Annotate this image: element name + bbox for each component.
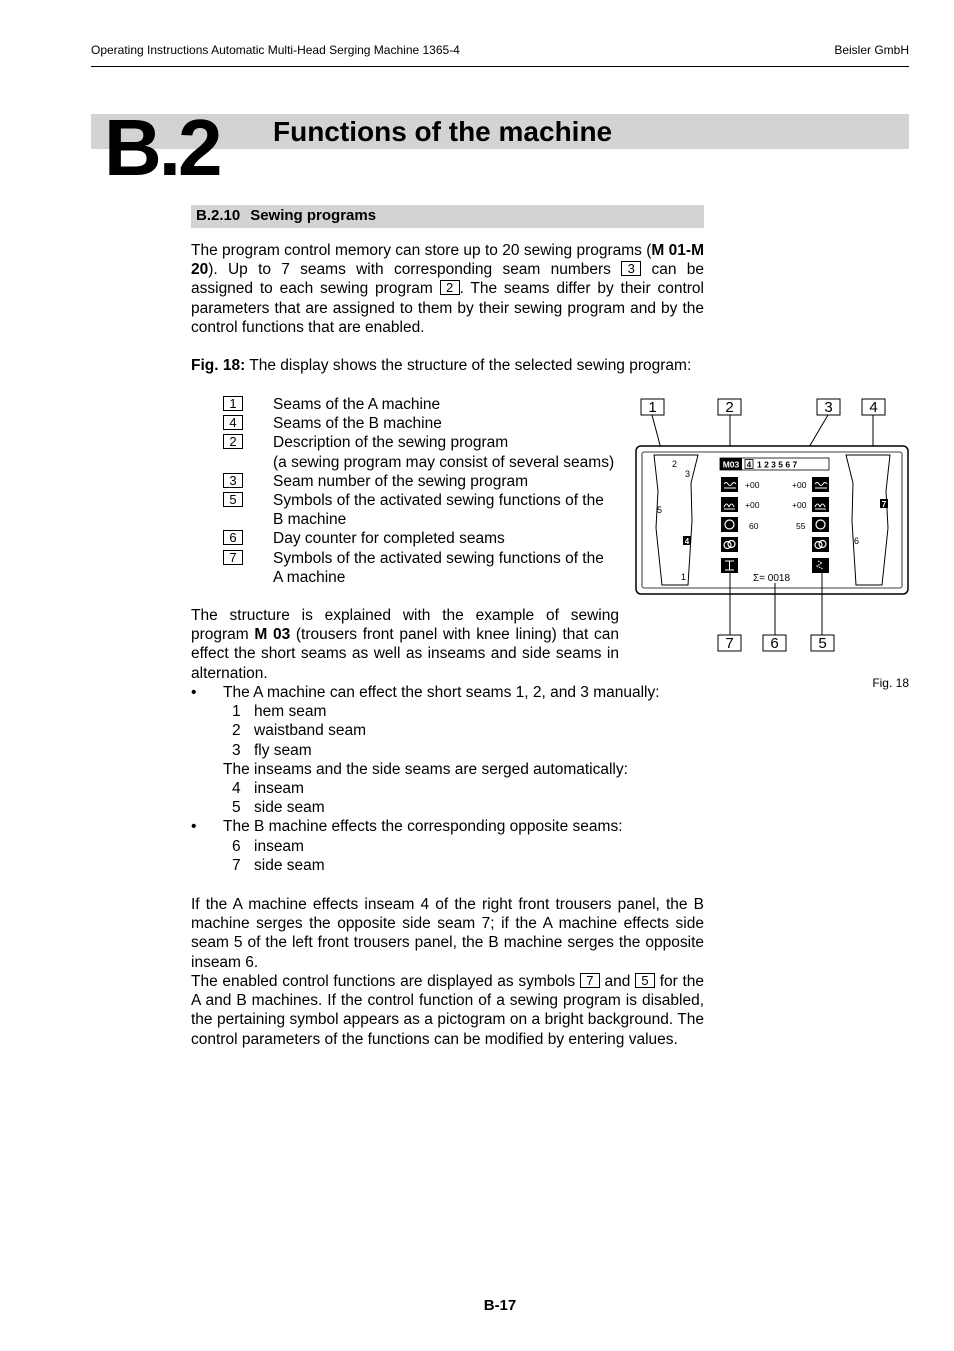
bullet-b-machine: • The B machine effects the corresponding opposite seams:: [191, 818, 623, 836]
figure-legend: [223, 395, 623, 587]
list-item: 4 inseam: [232, 780, 304, 798]
callout-6: [763, 635, 786, 652]
legend-item: 3 Seam number of the sewing program: [223, 472, 623, 491]
example-paragraph: The structure is explained with the example of sewing program M 03 (trousers front panel with knee lining) that can effect the short seams as well as inseams and side seams in alternation.: [191, 607, 619, 682]
legend-item: 4 Seams of the B machine: [223, 414, 623, 433]
callout-3: [817, 399, 840, 416]
legend-item: 7 Symbols of the activated sewing functions of the A machine: [223, 549, 623, 587]
callout-4: [862, 399, 885, 416]
svg-text:4: 4: [869, 399, 878, 416]
intro-paragraph: The program control memory can store up to 20 sewing programs (M 01-M 20). Up to 7 seams with corresponding seam numbers 3 can be assigned to each sewing program 2 . The seams differ by their control parameters that are assigned to them by their sewing program and by the control functions that are enabled.: [191, 242, 704, 336]
ref-box-3: 3: [621, 261, 641, 276]
a-function-symbols: [721, 477, 738, 573]
callout-7: [718, 635, 741, 652]
header-company: Beisler GmbH: [834, 43, 909, 57]
control-functions-paragraph: The enabled control functions are displayed as symbols 7 and 5 for the A and B machines. If the control function of a sewing program is disabled, the pertaining symbol appears as a pictogram on a bright background. The control parameters of the functions can be modified by entering values.: [191, 973, 704, 1048]
value-b1: +00: [792, 480, 807, 490]
svg-text:5: 5: [818, 635, 827, 652]
section-title: Sewing programs: [250, 207, 377, 224]
list-item: 5 side seam: [232, 799, 325, 817]
svg-text:4: 4: [746, 460, 752, 470]
list-item: 2 waistband seam: [232, 722, 367, 740]
section-heading: [196, 207, 376, 225]
seam-numbers: 1 2 3 5 6 7: [757, 459, 798, 470]
day-counter: Σ= 0018: [753, 573, 791, 584]
list-item: 6 inseam: [232, 837, 304, 855]
callout-1: [641, 399, 664, 416]
figure-caption: Fig. 18: [872, 676, 909, 690]
svg-text:1: 1: [648, 399, 657, 416]
svg-text:7: 7: [881, 500, 887, 509]
auto-intro: The inseams and the side seams are serged automatically:: [223, 760, 628, 778]
ref-box-5: 5: [635, 973, 655, 988]
opposite-seams-paragraph: If the A machine effects inseam 4 of the right front trousers panel, the B machine serges the opposite side seam 7; if the A machine effects side seam 5 of the left front trousers panel, the B machine serges the opposite inseam 6.: [191, 896, 704, 971]
value-b2: +00: [792, 500, 807, 510]
legend-item: 6 Day counter for completed seams: [223, 529, 623, 548]
callout-5: [811, 635, 834, 652]
svg-text:2: 2: [672, 459, 678, 469]
svg-text:3: 3: [824, 399, 833, 416]
legend-item: 5 Symbols of the activated sewing functions of the B machine: [223, 491, 623, 529]
header-rule: [91, 66, 909, 67]
svg-text:3: 3: [685, 469, 691, 479]
value-a1: +00: [745, 480, 760, 490]
value-a2: +00: [745, 500, 760, 510]
value-b3: 55: [796, 521, 806, 531]
header-title: Operating Instructions Automatic Multi-Head Serging Machine 1365-4: [91, 43, 460, 57]
list-item: 3 fly seam: [232, 741, 312, 759]
ref-box-2: 2: [440, 280, 460, 295]
svg-text:7: 7: [725, 635, 734, 652]
page-number: B-17: [483, 1297, 517, 1314]
list-item: 1 hem seam: [232, 703, 327, 721]
svg-text:4: 4: [684, 537, 690, 546]
machine-bullets: [191, 683, 711, 875]
chapter-number: B.2: [104, 103, 220, 192]
section-number: B.2.10: [196, 207, 241, 224]
svg-text:2: 2: [725, 399, 734, 416]
svg-text:5: 5: [657, 505, 663, 515]
figure-intro: Fig. 18: The display shows the structure of the selected sewing program:: [191, 357, 692, 374]
chapter-title: Functions of the machine: [273, 116, 613, 147]
program-number: M03: [722, 459, 740, 470]
ref-box-7: 7: [580, 973, 600, 988]
list-item: 7 side seam: [232, 856, 325, 874]
display-figure: [630, 393, 915, 663]
svg-text:6: 6: [854, 536, 860, 546]
value-a3: 60: [749, 521, 759, 531]
svg-text:6: 6: [770, 635, 779, 652]
svg-text:1: 1: [681, 572, 687, 582]
callout-2: [718, 399, 741, 416]
legend-item: 2 Description of the sewing program (a sewing program may consist of several seams): [223, 433, 623, 471]
legend-item: 1 Seams of the A machine: [223, 395, 623, 414]
bullet-a-machine: • The A machine can effect the short seams 1, 2, and 3 manually:: [191, 684, 660, 701]
b-function-symbols: [812, 477, 829, 573]
